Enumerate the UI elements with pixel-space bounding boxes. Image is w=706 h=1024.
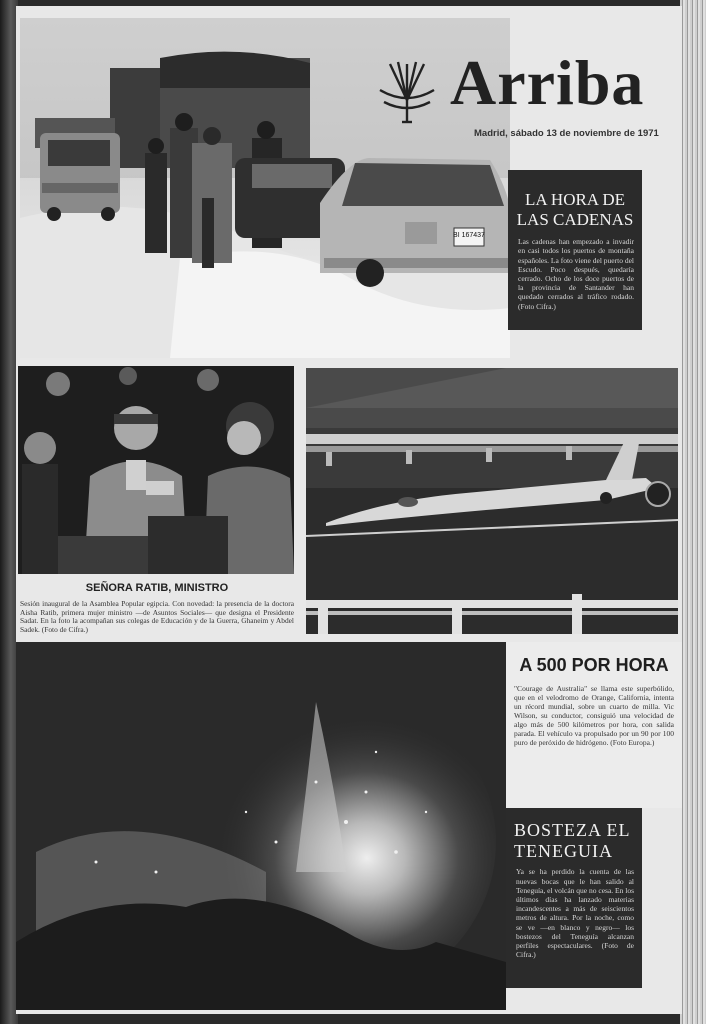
license-plate-text: BI 167437 [453, 232, 485, 239]
book-page-edges [680, 0, 706, 1024]
yoke-and-arrows-emblem-icon [376, 60, 438, 126]
chains-body: Las cadenas han empezado a invadir en casi todos los puertos de montaña españoles. La foto viene del puerto del Escudo. Poco después, quedaría cerrado. Ocho de los doce puertos de la provincia de Santander han quedado cerrados al tráfico rodado. (Foto Cifra.) [518, 237, 635, 311]
race-car-body: "Courage de Australia" se llama este superbólido, que en el velodromo de Orange, California, intenta un récord mundial, sobre un cuarto de milla. Vic Wilson, su conductor, consiguió una velocidad de algo más de 500 kilómetros por hora, con salida parada. El vehículo va propulsado por un 90 por 100 puro de peróxido de hidrógeno. (Foto Europa.) [514, 684, 674, 747]
ratib-caption [16, 574, 298, 640]
dateline: Madrid, sábado 13 de noviembre de 1971 [474, 128, 659, 139]
masthead [376, 47, 666, 144]
newspaper-title: Arriba [450, 47, 645, 118]
race-car-story-box [506, 642, 682, 808]
teneguia-story-box [506, 808, 642, 988]
chains-headline: LA HORA DE LAS CADENAS [516, 190, 634, 229]
teneguia-headline: BOSTEZA EL TENEGUIA [514, 820, 630, 861]
race-car-photo [306, 368, 678, 634]
volcano-eruption-photo [16, 642, 506, 1010]
chains-story-box [508, 170, 642, 330]
race-car-headline: A 500 POR HORA [519, 655, 669, 675]
ratib-body: Sesión inaugural de la Asamblea Popular egipcia. Con novedad: la presencia de la doctora Aisha Ratib, primera mujer ministro —de Asuntos Sociales— que designa el Presidente Sadat. En la foto la acompañan sus colegas de Educación y de la Guerra, Ghaneim y Abdel Sadek. (Foto de Cifra.) [20, 599, 294, 634]
ratib-headline: SEÑORA RATIB, MINISTRO [85, 582, 229, 594]
teneguia-body: Ya se ha perdido la cuenta de las nuevas bocas que le han salido al Teneguía, el volcán que no cesa. En los últimos días ha lanzado materias incandescentes a más de seiscientos metros de altura. Por la noche, como se ve —en blanco y negro— los bostezos del Teneguía alcanzan perfiles espectaculares. (Foto de Cifra.) [516, 867, 634, 960]
newspaper-page [16, 6, 682, 1014]
ratib-assembly-photo [18, 366, 294, 574]
